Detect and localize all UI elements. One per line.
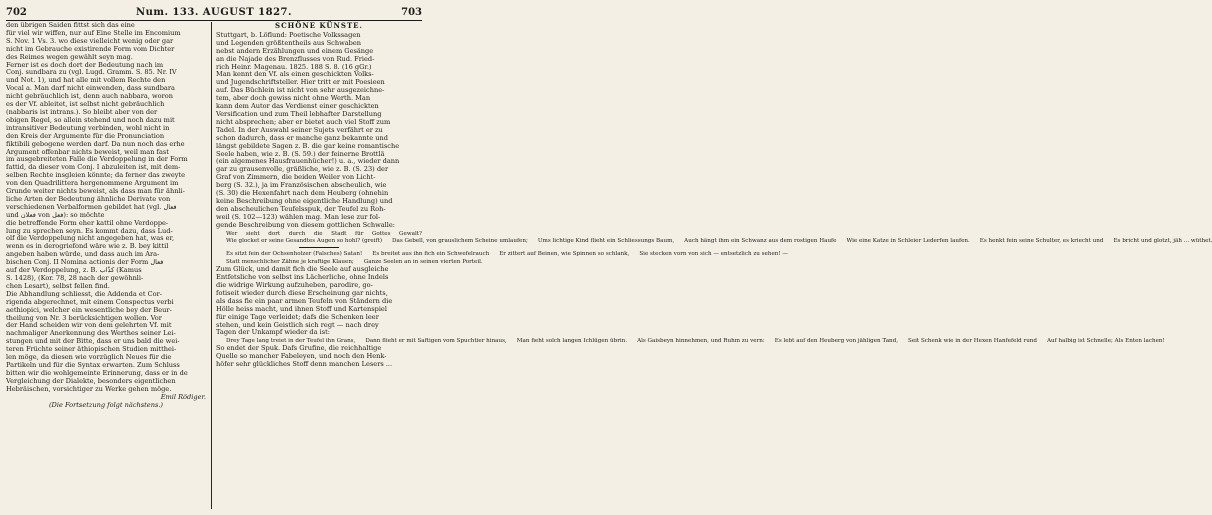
text-line: von den Quadrilittera hergenommene Argument im — [6, 179, 179, 188]
text-line: len möge, da diesen wie vorzüglich Neues für die — [6, 353, 172, 362]
text-line: schon dadurch, dass er manche ganz bekannte und — [216, 133, 388, 142]
text-line: obigen Regel, so allein stehend und noch dazu mit — [6, 115, 175, 124]
text-line: aethiopici, welcher ein wesentliche bey der Beur- — [6, 305, 172, 314]
verse-line: Es sitzt fein der Ochsenholzer (Falsches) Satan! — [226, 251, 363, 258]
verse-line: Man fieht solch langen Ichlügen übrin. — [516, 338, 628, 345]
text-line: längst gebildete Sagen z. B. die gar keine romantische — [216, 141, 400, 150]
verse-line: Wer sieht dort durch die Stadt für Gottes Gewalt? — [226, 230, 422, 237]
text-line: Tagen der Unkampf wieder da ist: — [216, 328, 331, 337]
verse-line: Es lebt auf den Heuberg von jähligen Tand, — [774, 338, 898, 345]
text-line: auf der Verdoppelung, z. B. كذّاب (Kamus — [6, 266, 142, 275]
text-line: fotiseit wieder durch diese Erscheinung gar nichts, — [216, 288, 388, 297]
text-line: im ausgebreiteten Falle die Verdoppelung in der Form — [6, 155, 188, 164]
text-line: Argument offenbar nichts beweist, weil man fast — [6, 147, 169, 156]
page-header — [6, 4, 422, 21]
text-line: wenn es in derogriefond wäre wie z. B. bey kittil — [6, 242, 169, 251]
text-line: nachmaliger Anerkennung des Werthes seiner Lei- — [6, 329, 176, 338]
text-line: Hölle heiss macht, und ihnen Stoff und Kartenspiel — [216, 304, 387, 313]
text-line: Vocal a. Man darf nicht einwenden, dass sundbara — [6, 84, 175, 93]
verse-line: Es bricht und glotzt, jäh ... wüthet. — [1113, 238, 1212, 245]
text-line: Entfetsliche von selbst ins Lächerliche, ohne Indels — [216, 273, 389, 282]
text-line: Hebräischen, vorsichtiger zu Werke gehen möge. — [6, 384, 172, 393]
text-line: Vergleichung der Dialekte, besonders eigentlichen — [6, 376, 176, 385]
text-line: Grunde weiter nichts beweist, als dass man für ähnli- — [6, 187, 185, 196]
text-line: der Hand scheiden wir von dem gelehrten Vf. mit — [6, 321, 172, 330]
right-column — [216, 21, 1212, 509]
text-line: rich Heinr. Magenau. 1825. 188 S. 8. (16 gGr.) — [216, 62, 372, 71]
text-line: den übrigen Saiden fittst sich das eine — [6, 21, 135, 29]
text-line: angeben haben würde, und dass auch im Ara- — [6, 250, 160, 259]
verse-line: Seit Schenk wie in der Hexen Hanfefeld rund — [907, 338, 1037, 345]
text-line: Seele haben, wie z. B. (S. 59.) der feinerne Brottlä — [216, 149, 385, 158]
text-line: Man kennt den Vf. als einen geschickten Volks- — [216, 70, 374, 79]
verse-line: Auf halbig ist Schnelle; Als Enten lachen! — [1047, 338, 1165, 345]
text-line: nicht im Gebrauche existirende Form vom Dichter — [6, 44, 175, 53]
text-line: an die Najade des Brenzflusses von Rud. Fried- — [216, 54, 375, 63]
text-line: den Kreis der Argumente für die Pronunciation — [6, 131, 165, 140]
text-line: (ein algemenes Hausfrauenhücher!) u. a., wieder dann — [216, 157, 400, 166]
text-line: So endet der Spuk. Dafs Grufine, die reichhaltige — [216, 344, 382, 353]
verse-line: Wie eine Katze in Schleier Lederfen laufen. — [846, 238, 970, 245]
text-line: für viel wir wiffen, nur auf Eine Stelle im Encomium — [6, 28, 181, 37]
text-line: und Not. 1), und hat alle mit vollem Rechte den — [6, 76, 166, 85]
text-line: Partikeln und für die Syntax erwarten. Zum Schluss — [6, 360, 180, 369]
text-line: für einige Tage verleidet; dafs die Schenken leer — [216, 312, 379, 321]
text-line: und فعلان von فعل): so möchte — [6, 210, 105, 219]
text-line: Graf von Zimmern, die beiden Weiler von Licht- — [216, 173, 376, 182]
text-line: olf die Verdoppelung nicht angegeben hat, was er, — [6, 234, 175, 243]
text-line: gende Beschreibung von diesem gottlichen Schwalle: — [216, 220, 396, 229]
verse-line: Wie glocket er seine Gesandtes Augen so hohl? (greift) — [226, 238, 383, 245]
text-line: selben Rechte insgleien könnte; da ferner das zweyte — [6, 171, 186, 180]
text-line: theilung von Nr. 3 berücksichtigen wollen. Vor — [6, 313, 162, 322]
text-line: liche Arten der Bedeutung ähnliche Derivate von — [6, 194, 171, 203]
verse-line: Es henkt fein seine Schulter, es kriecht und — [979, 238, 1104, 245]
verse-separator — [299, 247, 339, 248]
text-line: die widrige Wirkung aufzuheben, parodire, go- — [216, 281, 373, 289]
text-line: als dass fie ein paar armen Teufeln von Ständern die — [216, 296, 393, 305]
text-line: rigenda abgerechnet, mit einem Conspectus verbi — [6, 297, 174, 306]
text-line: lung zu sprechen seyn. Es kommt dazu, dass Lud- — [6, 226, 173, 235]
text-line: S. 1428), (Kor. 78, 28 nach der gewöhnli- — [6, 274, 144, 282]
text-line: bischen Conj. II Nomina actionis der Form فعال — [6, 258, 164, 267]
text-line: Ferner ist es doch dort der Bedeutung nach im — [6, 60, 164, 69]
text-line: keine Beschreibung ohne eigentliche Handlung) und — [216, 196, 393, 205]
text-line: den abscheulichen Teufelsspuk, der Teufel zu Roh- — [216, 204, 386, 213]
section-title: SCHÖNE KÜNSTE. — [275, 21, 363, 30]
text-line: auf. Das Büchlein ist nicht von sehr ausgezeichne- — [216, 86, 385, 95]
verse-line: Dann flieht er mit Saftigen vom Spuchtier hinaus, — [365, 338, 507, 345]
text-line: weil (S. 102—123) wählen mag. Man lese zur fol- — [216, 212, 381, 221]
verse-line: Sie stecken vorn von sich — entsetzlich zu sehen! — — [639, 251, 788, 258]
text-line: nicht gebräuchlich ist, denn auch nabbara, woron — [6, 92, 173, 101]
text-line: stungen und mit der Bitte, dass er uns bald die wei- — [6, 337, 180, 346]
left-column — [6, 22, 206, 509]
verse-line: Es breitet aus ihn fich ein Schwefelrauch — [372, 251, 490, 258]
verse-line: Statt menschlicher Zähne je kraftige Klauen; — [226, 259, 354, 266]
column-divider — [211, 22, 212, 509]
text-line: stehen, und kein Geistlich sich regt — nach drey — [216, 320, 379, 329]
text-line: teren Früchte seiner äthiopischen Studien mitthei- — [6, 345, 177, 354]
text-line: Stuttgart, b. Löflund: Poetische Volkssagen — [216, 30, 361, 39]
text-line: und Jugendschriftsteller. Hier tritt er mit Poesieen — [216, 78, 385, 87]
text-line: Versification und zum Theil lebhafter Darstellung — [216, 109, 382, 118]
verse-line: Ganze Seelen an in seinen vierten Porteil. — [363, 259, 483, 266]
verse-line: Als Gaisbeyn hinnehmen, und Ruhm zu vern: — [637, 338, 765, 345]
right-page-number: 703 — [401, 6, 422, 18]
text-line: Tadel. In der Auswahl seiner Sujets verfährt er zu — [216, 125, 383, 134]
text-line: nebst andern Erzählungen und einem Gesänge — [216, 46, 374, 55]
continuation-note: (Die Fortsetzung folgt nächstens.) — [48, 400, 163, 409]
verse-line: Er zittert auf Beinen, wie Spinnen so schlank, — [499, 251, 630, 258]
text-line: tem, aber doch gewiss nicht ohne Werth. Man — [216, 94, 371, 103]
text-line: fiktibili gebogene werden darf. Da nun noch das erhe — [6, 139, 185, 148]
left-page-number: 702 — [6, 6, 27, 18]
text-line: intransitiver Bedeutung verbinden, wohl nicht in — [6, 123, 170, 132]
verse-line: Ums lichtige Kind flieht ein Schliessungs Baum, — [537, 238, 675, 245]
text-line: die betreffende Form eher kattil ohne Verdoppe- — [6, 218, 169, 227]
text-line: (nabbaris ist intrans.). So bleibt aber von der — [6, 107, 158, 116]
text-line: Conj. sundbara zu (vgl. Lugd. Gramm. S. 85. Nr. IV — [6, 68, 177, 77]
text-line: gar zu grausenvolle, gräßliche, wie z. B. (S. 23) der — [216, 165, 389, 174]
text-line: Zum Glück, und damit fich die Seele auf ausgleiche — [216, 265, 389, 274]
text-line: Quelle so mancher Fabeleyen, und noch den Henk- — [216, 352, 387, 361]
text-line: kann dem Autor das Verdienst einer geschickten — [216, 102, 379, 111]
verse-line: Das Gebell, von grauslichem Scheine umlaufen; — [392, 238, 528, 245]
text-line: verschiedenen Verbalformen gebildet hat (vgl. فعال — [6, 202, 177, 211]
text-line: bitten wir die wohlgemeinte Erinnerung, dass er in de — [6, 368, 188, 377]
text-line: S. Nov. 1 Vs. 3. wo diese vielleicht wenig oder gar — [6, 36, 174, 45]
verse-line: Drey Tage lang treiet in der Teufel ihn Grans, — [226, 338, 356, 345]
text-line: (S. 30) die Hexenfahrt nach dem Heuberg (ohnehin — [216, 189, 389, 198]
verse-line: Auch hängt ihm ein Schwanz aus dem rostigen Haufe — [684, 238, 837, 245]
text-line: berg (S. 32.), ja im Französischen abscheulich, wie — [216, 181, 387, 190]
text-line: nicht absprechen; aber er bietet auch viel Stoff zum — [216, 117, 391, 126]
author-signature: Emil Rödiger. — [160, 392, 206, 401]
text-line: und Legenden größtentheils aus Schwaben — [216, 38, 362, 47]
text-line: Die Abhandlung schliesst, die Addenda et Cor- — [6, 289, 162, 298]
text-line: des Reimes wegen gewählt seyn mag. — [6, 52, 133, 61]
text-line: chen Lesart), selbst fellen find. — [6, 281, 110, 290]
text-line: höfer sehr glückliches Stoff denn manchen Lesers ... — [216, 360, 393, 369]
text-line: es der Vf. ableitet, ist selbst nicht gebräuchlich — [6, 100, 165, 109]
text-line: fattid, da dieser vom Conj. I abzuleiten ist, mit dem- — [6, 163, 181, 172]
issue-heading: Num. 133. AUGUST 1827. — [136, 6, 292, 18]
